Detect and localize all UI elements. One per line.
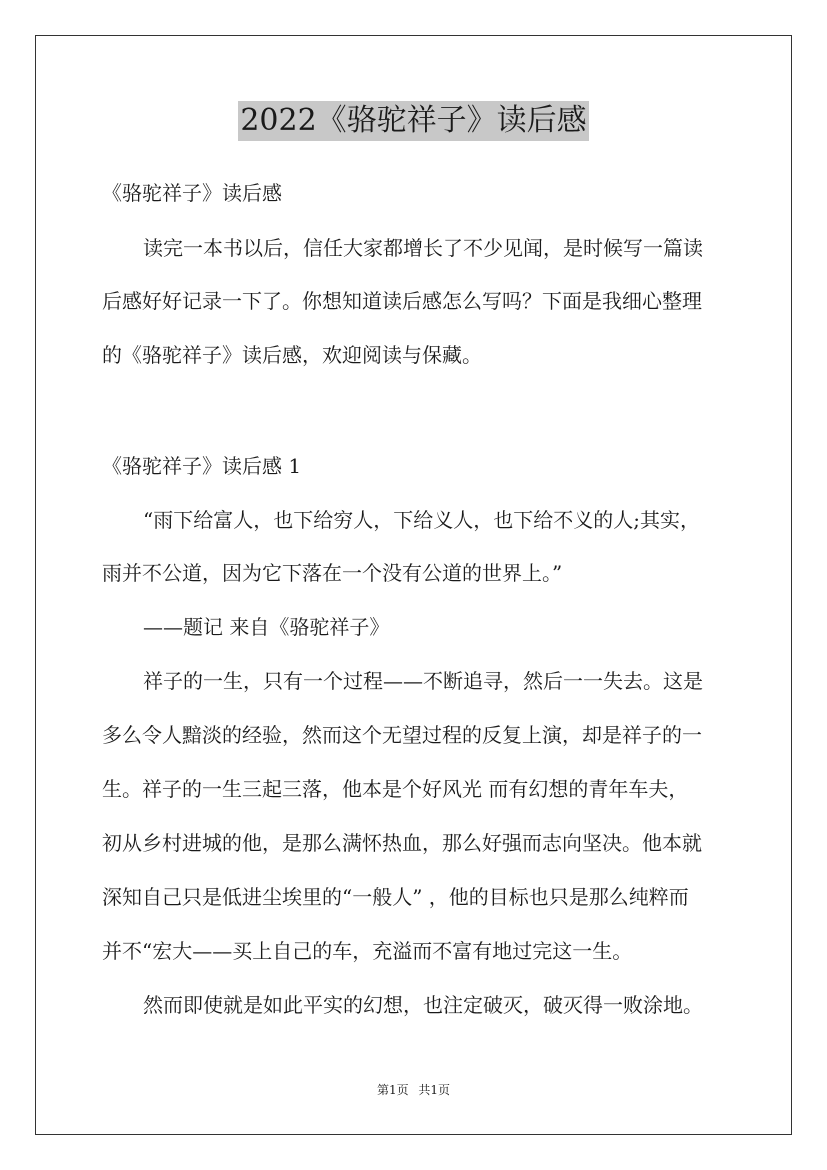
intro-line-1: 读完一本书以后，信任大家都增长了不少见闻，是时候写一篇读: [143, 236, 703, 260]
page-footer: [0, 1082, 827, 1098]
quote-line-2: 雨并不公道，因为它下落在一个没有公道的世界上。”: [102, 561, 563, 585]
paragraph-line: 多么令人黯淡的经验，然而这个无望过程的反复上演，却是祥子的一: [102, 723, 702, 747]
paragraph-line: 然而即使就是如此平实的幻想，也注定破灭，破灭得一败涂地。: [143, 993, 703, 1017]
paragraph-line: 初从乡村进城的他，是那么满怀热血，那么好强而志向坚决。他本就: [102, 831, 702, 855]
quote-line-1: “雨下给富人，也下给穷人，下给义人，也下给不义的人;其实，: [143, 508, 700, 532]
intro-line-2: 后感好好记录一下了。你想知道读后感怎么写吗？下面是我细心整理: [102, 289, 702, 313]
page-total: 共1页: [418, 1083, 451, 1097]
intro-line-3: 的《骆驼祥子》读后感，欢迎阅读与保藏。: [102, 343, 482, 367]
paragraph-line: 祥子的一生，只有一个过程——不断追寻，然后一一失去。这是: [143, 669, 703, 693]
subtitle: 《骆驼祥子》读后感: [102, 181, 282, 205]
epigraph: ——题记 来自《骆驼祥子》: [143, 615, 390, 639]
paragraph-line: 深知自己只是低进尘埃里的“一般人” ，他的目标也只是那么纯粹而: [102, 885, 689, 909]
title-container: [0, 101, 827, 141]
paragraph-line: 生。祥子的一生三起三落，他本是个好风光 而有幻想的青年车夫，: [102, 777, 689, 801]
page-number: 第1页: [376, 1083, 409, 1097]
document-title: 2022《骆驼祥子》读后感: [238, 101, 588, 141]
section-heading: 《骆驼祥子》读后感 1: [102, 454, 302, 478]
paragraph-line: 并不“宏大——买上自己的车，充溢而不富有地过完这一生。: [102, 939, 633, 963]
